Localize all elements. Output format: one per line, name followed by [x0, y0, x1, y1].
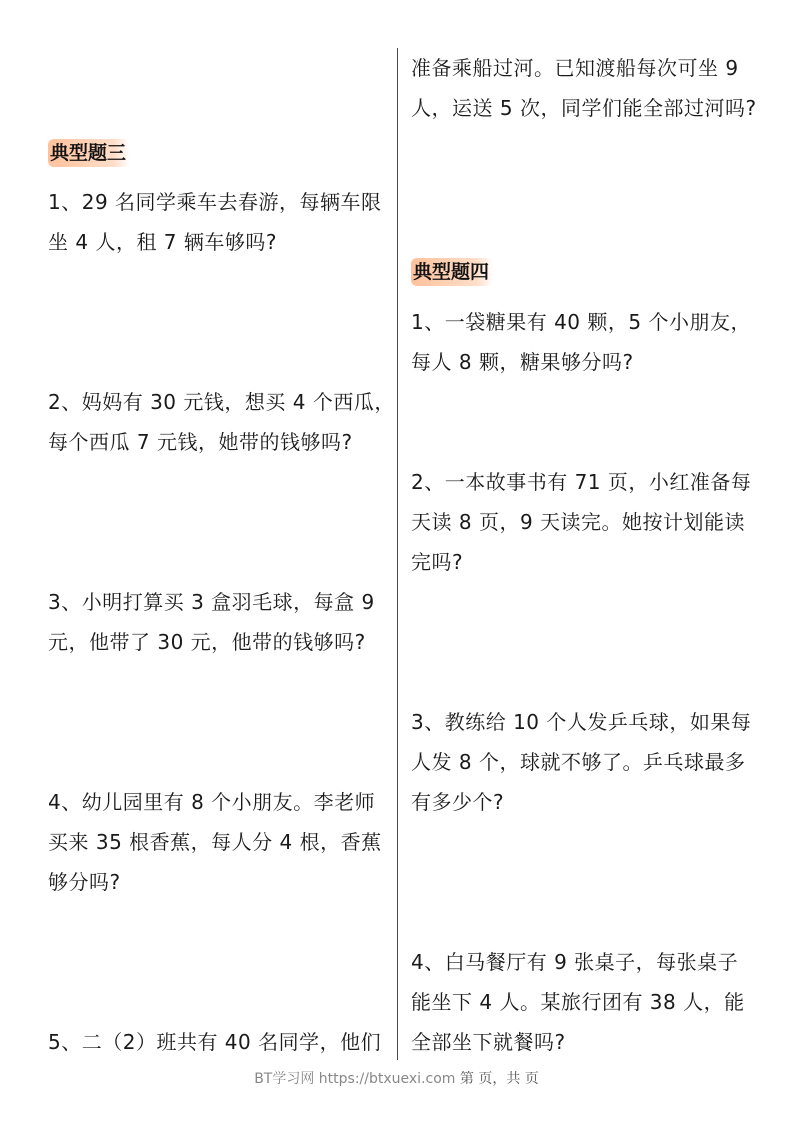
question-line: 4、幼儿园里有 8 个小朋友。李老师 [48, 790, 376, 814]
question-line: 准备乘船过河。已知渡船每次可坐 9 [411, 56, 739, 80]
question-line: 够分吗? [48, 870, 121, 894]
question-line: 2、一本故事书有 71 页，小红准备每 [411, 470, 752, 494]
question-line: 5、二（2）班共有 40 名同学，他们 [48, 1030, 382, 1054]
question-line: 1、一袋糖果有 40 颗，5 个小朋友， [411, 310, 751, 334]
page-number: 第 页，共 页 [459, 1071, 539, 1087]
question-line: 4、白马餐厅有 9 张桌子，每张桌子 [411, 950, 739, 974]
question-line: 有多少个? [411, 790, 505, 814]
question-line: 全部坐下就餐吗? [411, 1030, 566, 1054]
column-divider [397, 48, 398, 1060]
question-line: 坐 4 人，租 7 辆车够吗? [48, 230, 277, 254]
section-heading-three: 典型题三 [48, 139, 130, 167]
section-heading-four: 典型题四 [411, 258, 493, 286]
question-line: 1、29 名同学乘车去春游，每辆车限 [48, 190, 382, 214]
question-line: 完吗? [411, 550, 464, 574]
question-line: 天读 8 页，9 天读完。她按计划能读 [411, 510, 746, 534]
question-line: 人发 8 个，球就不够了。乒乓球最多 [411, 750, 746, 774]
question-line: 每个西瓜 7 元钱，她带的钱够吗? [48, 430, 353, 454]
question-line: 3、教练给 10 个人发乒乓球，如果每 [411, 710, 752, 734]
question-line: 元，他带了 30 元，他带的钱够吗? [48, 630, 366, 654]
question-line: 人，运送 5 次，同学们能全部过河吗? [411, 96, 757, 120]
question-line: 2、妈妈有 30 元钱，想买 4 个西瓜， [48, 390, 395, 414]
question-line: 每人 8 颗，糖果够分吗? [411, 350, 634, 374]
watermark-text: BT学习网 https://btxuexi.com [254, 1071, 456, 1087]
question-line: 能坐下 4 人。某旅行团有 38 人，能 [411, 990, 745, 1014]
question-line: 买来 35 根香蕉，每人分 4 根，香蕉 [48, 830, 382, 854]
page-footer [0, 1068, 793, 1088]
question-line: 3、小明打算买 3 盒羽毛球，每盒 9 [48, 590, 375, 614]
